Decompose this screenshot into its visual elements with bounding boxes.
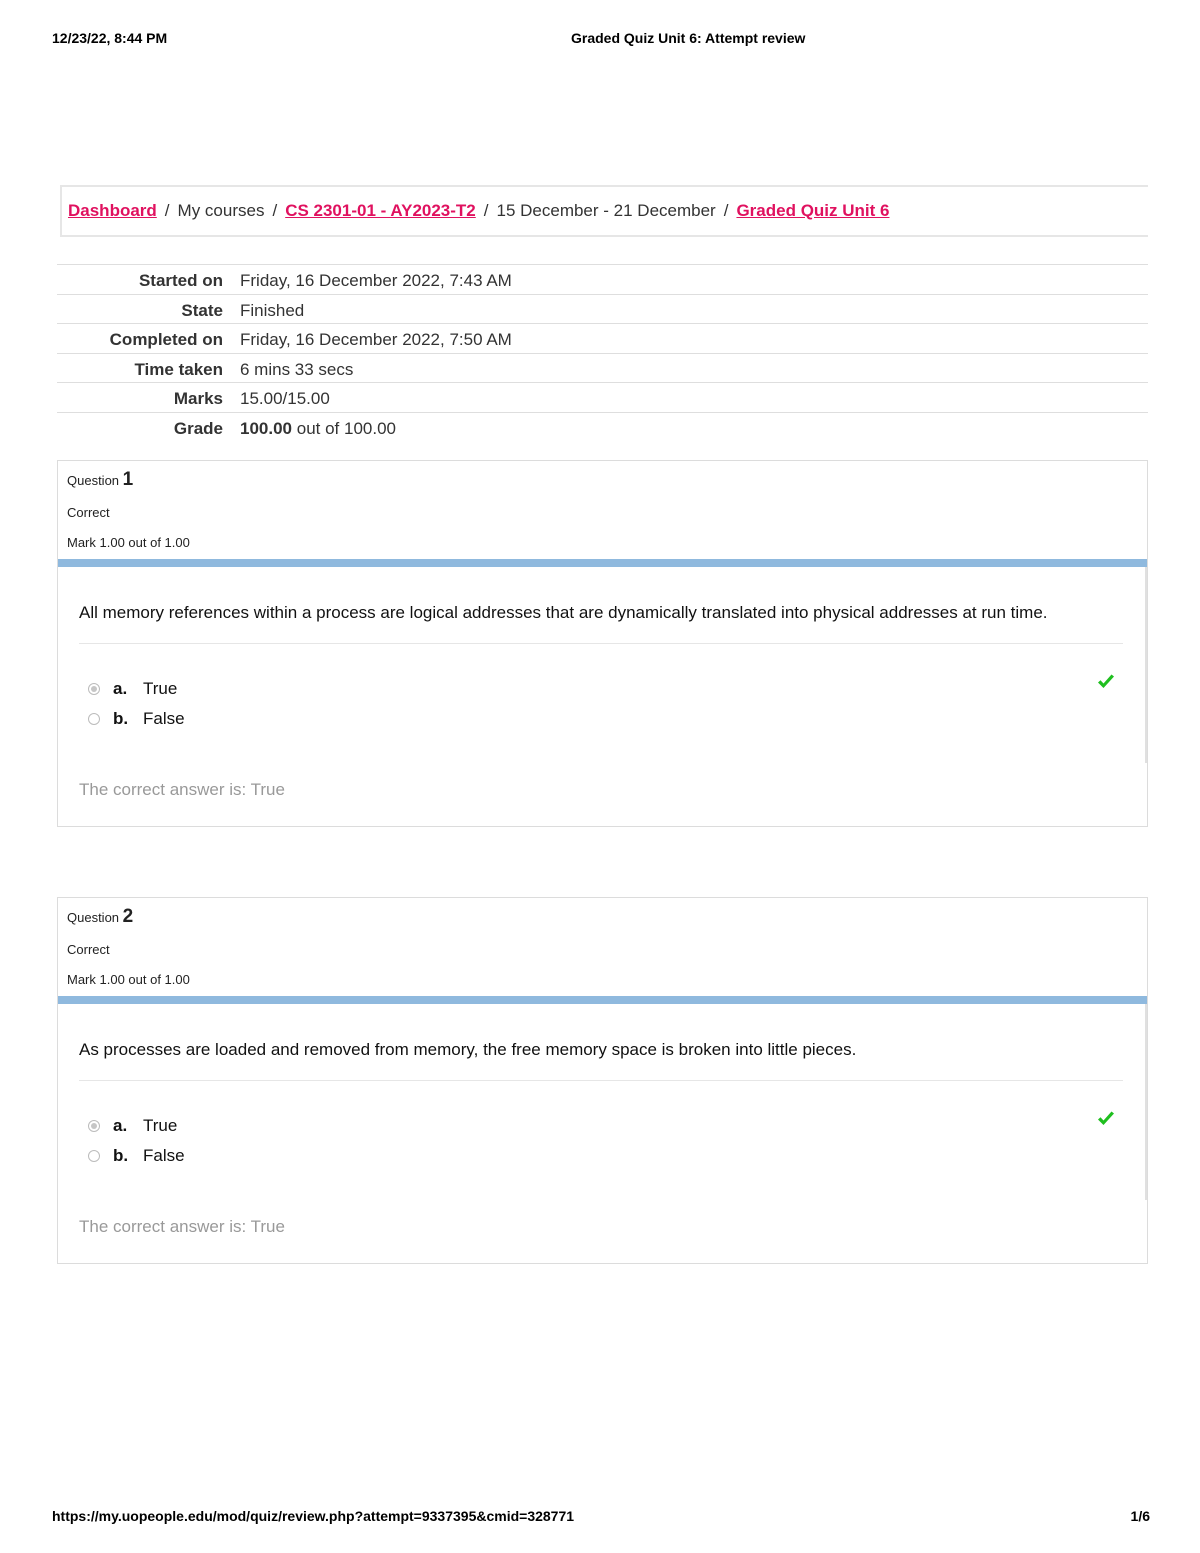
summary-row-time-taken	[57, 353, 1148, 383]
breadcrumb-my-courses: My courses	[177, 201, 265, 220]
question-text: As processes are loaded and removed from memory, the free memory space is broken into little pieces.	[79, 1040, 857, 1059]
print-page-number: 1/6	[1130, 1508, 1150, 1524]
question-card	[57, 897, 1148, 1264]
breadcrumb-separator: /	[164, 201, 170, 220]
breadcrumb-separator: /	[272, 201, 278, 220]
breadcrumb-week: 15 December - 21 December	[496, 201, 716, 220]
summary-label: Time taken	[134, 359, 223, 379]
summary-label: Grade	[173, 418, 223, 438]
grade-score: 100.00	[240, 418, 292, 438]
check-icon	[1097, 673, 1115, 691]
question-info	[67, 469, 190, 550]
option-text: True	[143, 679, 178, 698]
question-divider-bar	[58, 996, 1147, 1004]
summary-value: 15.00/15.00	[240, 389, 330, 408]
question-number	[67, 906, 133, 928]
breadcrumb-separator: /	[483, 201, 489, 220]
option-letter: a.	[113, 679, 128, 698]
summary-value: Finished	[240, 300, 305, 320]
radio-button-selected[interactable]	[88, 683, 100, 695]
question-text-divider	[79, 643, 1123, 644]
option-text: True	[143, 1116, 178, 1135]
breadcrumb-course-link[interactable]: CS 2301-01 - AY2023-T2	[285, 201, 476, 220]
question-content	[58, 567, 1147, 763]
option-letter: b.	[113, 709, 129, 728]
question-content	[58, 1004, 1147, 1200]
summary-row-state	[57, 294, 1148, 324]
question-prefix: Question	[67, 473, 120, 488]
grade-suffix: out of 100.00	[296, 418, 396, 438]
summary-label: Marks	[173, 389, 223, 408]
breadcrumb-separator: /	[723, 201, 729, 220]
summary-row-started-on	[57, 264, 1148, 294]
question-number-value: 1	[122, 469, 134, 490]
question-card	[57, 460, 1148, 827]
option-letter: b.	[113, 1146, 129, 1165]
correct-answer-feedback: The correct answer is: True	[79, 1217, 285, 1236]
summary-row-completed-on	[57, 323, 1148, 353]
print-header	[52, 30, 1150, 48]
summary-value	[240, 419, 396, 439]
option-text: False	[143, 1146, 185, 1165]
summary-row-marks	[57, 382, 1148, 412]
question-text-divider	[79, 1080, 1123, 1081]
radio-button-selected[interactable]	[88, 1120, 100, 1132]
breadcrumb-dashboard-link[interactable]: Dashboard	[68, 201, 157, 220]
radio-button[interactable]	[88, 1150, 100, 1162]
print-page-title: Graded Quiz Unit 6: Attempt review	[571, 30, 806, 46]
breadcrumb-quiz-link[interactable]: Graded Quiz Unit 6	[736, 201, 890, 220]
correct-answer-feedback: The correct answer is: True	[79, 780, 285, 799]
print-footer	[52, 1508, 1150, 1526]
question-text: All memory references within a process are logical addresses that are dynamically translated into physical addresses at run time.	[79, 603, 1048, 622]
question-info	[67, 906, 190, 987]
question-number-value: 2	[122, 906, 134, 927]
summary-value: 6 mins 33 secs	[240, 359, 354, 379]
question-state: Correct	[67, 942, 110, 957]
summary-label: Completed on	[109, 330, 223, 349]
summary-label: Started on	[138, 271, 223, 290]
question-mark: Mark 1.00 out of 1.00	[67, 972, 190, 987]
print-url: https://my.uopeople.edu/mod/quiz/review.php?attempt=9337395&cmid=328771	[52, 1508, 575, 1524]
summary-label: State	[181, 300, 223, 320]
radio-button[interactable]	[88, 713, 100, 725]
print-datetime: 12/23/22, 8:44 PM	[52, 30, 168, 46]
question-mark: Mark 1.00 out of 1.00	[67, 535, 190, 550]
question-state: Correct	[67, 505, 110, 520]
summary-row-grade	[57, 412, 1148, 442]
breadcrumb-bar	[60, 185, 1148, 237]
summary-value: Friday, 16 December 2022, 7:50 AM	[240, 330, 512, 349]
breadcrumb	[68, 201, 889, 221]
option-letter: a.	[113, 1116, 128, 1135]
option-text: False	[143, 709, 185, 728]
question-number	[67, 469, 133, 491]
summary-value: Friday, 16 December 2022, 7:43 AM	[240, 271, 512, 290]
question-divider-bar	[58, 559, 1147, 567]
attempt-summary-table	[57, 264, 1148, 441]
check-icon	[1097, 1110, 1115, 1128]
question-prefix: Question	[67, 910, 120, 925]
